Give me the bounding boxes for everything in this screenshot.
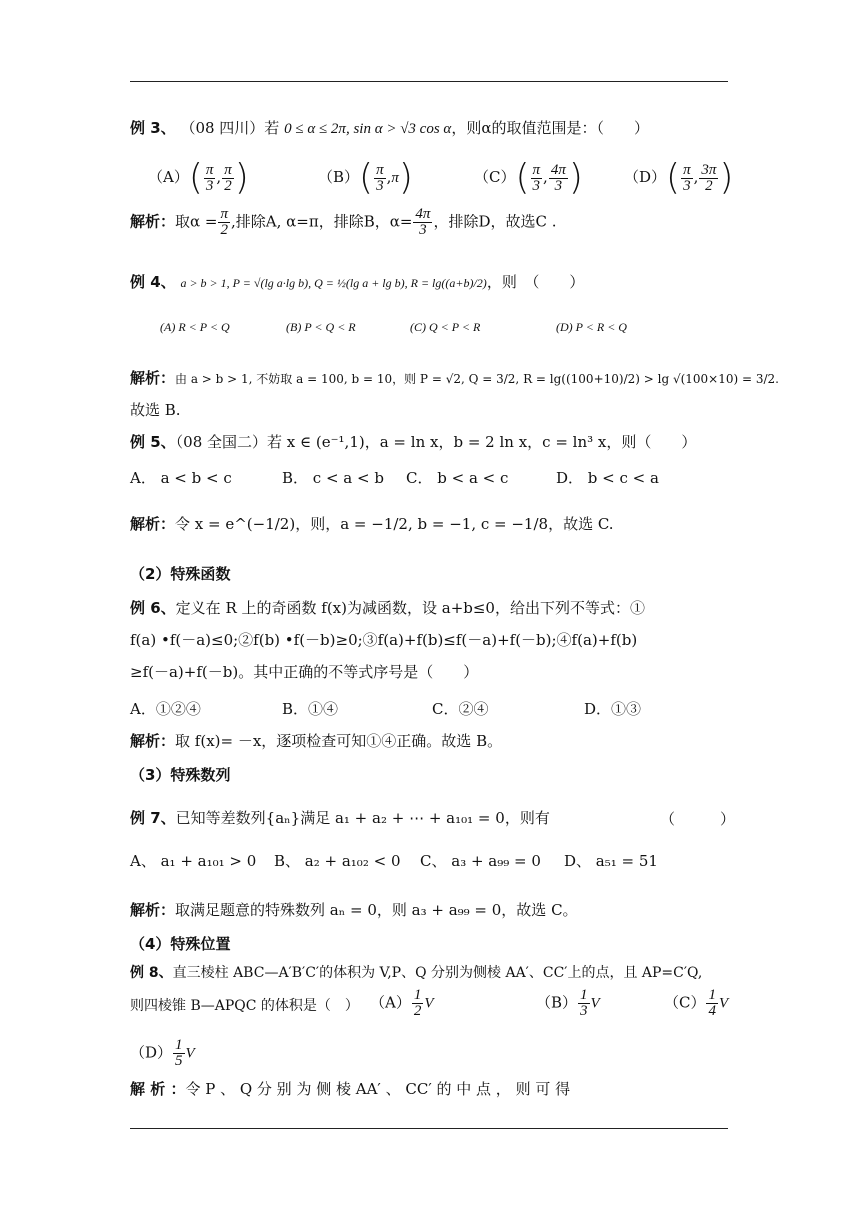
ex4-solution-end: 故选 B.	[130, 401, 181, 419]
ex8-option-a: （A） $\frac{1}{2}$ V	[370, 987, 434, 1019]
ex7-question: 例 7、已知等差数列{aₙ}满足 a₁ + a₂ + ⋯ + a₁₀₁ = 0，则有	[130, 809, 550, 827]
ex4-condition: a > b > 1, P = √(lg a·lg b), Q = ½(lg a + lg b), R = lg((a+b)/2)	[180, 276, 487, 290]
ex3-label: 例 3、	[130, 119, 176, 137]
ex6-line-1: 例 6、定义在 R 上的奇函数 f(x)为减函数，设 a+b≤0，给出下列不等式：①	[130, 599, 645, 617]
ex5-option-a: A． a < b < c	[130, 469, 232, 487]
ex6-solution: 解析：取 f(x)= －x，逐项检查可知①④正确。故选 B。	[130, 732, 503, 750]
ex7-option-c: C、 a₃ + a₉₉ = 0	[420, 852, 541, 870]
section-heading-special-sequence: （3）特殊数列	[130, 766, 231, 784]
ex5-option-c: C． b < a < c	[406, 469, 509, 487]
ex8-option-d: （D） $\frac{1}{5}$ V	[130, 1037, 195, 1069]
ex7-blank: （ ）	[660, 810, 736, 828]
ex6-line-2: f(a) •f(－a)≤0;②f(b) •f(－b)≥0;③f(a)+f(b)≤f(－a)+f(－b);④f(a)+f(b)	[130, 631, 638, 649]
bottom-rule	[130, 1128, 728, 1129]
ex7-option-d: D、 a₅₁ = 51	[564, 852, 658, 870]
ex4-option-d: (D) P < R < Q	[556, 320, 627, 334]
ex5-option-d: D． b < c < a	[556, 469, 659, 487]
ex6-option-d: D．①③	[584, 700, 642, 718]
ex4-question: 例 4、 a > b > 1, P = √(lg a·lg b), Q = ½(lg a + lg b), R = lg((a+b)/2)，则 （ ）	[130, 273, 585, 291]
ex4-option-b: (B) P < Q < R	[286, 320, 356, 334]
ex7-solution: 解析：取满足题意的特殊数列 aₙ = 0，则 a₃ + a₉₉ = 0，故选 C。	[130, 901, 578, 919]
ex3-condition: 0 ≤ α ≤ 2π, sin α > √3 cos α	[284, 121, 452, 137]
ex8-option-b: （B） $\frac{1}{3}$ V	[536, 987, 600, 1019]
ex5-solution: 解析：令 x = e^(−1/2)，则，a = −1/2, b = −1, c = −1/8，故选 C.	[130, 515, 614, 533]
ex6-line-3: ≥f(－a)+f(－b)。其中正确的不等式序号是（ ）	[130, 663, 479, 681]
ex7-option-a: A、 a₁ + a₁₀₁ > 0	[130, 852, 257, 870]
top-rule	[130, 81, 728, 82]
ex4-option-a: (A) R < P < Q	[160, 320, 230, 334]
ex7-option-b: B、 a₂ + a₁₀₂ < 0	[274, 852, 401, 870]
ex6-option-c: C．②④	[432, 700, 489, 718]
ex8-solution: 解 析 ：令 P 、 Q 分 别 为 侧 棱 AA′ 、 CC′ 的 中 点 ， 则 可 得	[130, 1080, 571, 1098]
ex6-option-a: A．①②④	[130, 700, 201, 718]
ex4-option-c: (C) Q < P < R	[410, 320, 481, 334]
ex5-question: 例 5、（08 全国二）若 x ∈ (e⁻¹,1)，a = ln x，b = 2 ln x，c = ln³ x，则（ ）	[130, 433, 697, 451]
ex3-option-d: （D）( $\frac{\pi}{3}$ , $\frac{3\pi}{2}$ )	[624, 157, 734, 198]
ex4-solution: 解析：由 a > b > 1, 不妨取 a = 100, b = 10，则 P = √2, Q = 3/2, R = lg((100+10)/2) > lg √(100×10) = 3/2.	[130, 369, 780, 387]
ex8-line-2: 则四棱锥 B—APQC 的体积是（ ）	[130, 998, 359, 1014]
ex3-source: （08 四川）若	[180, 119, 280, 137]
ex5-option-b: B． c < a < b	[282, 469, 384, 487]
section-heading-special-position: （4）特殊位置	[130, 935, 231, 953]
ex3-option-a: （A）( $\frac{\pi}{3}$ , $\frac{\pi}{2}$ )	[148, 157, 249, 198]
section-heading-special-function: （2）特殊函数	[130, 565, 231, 583]
ex6-option-b: B．①④	[282, 700, 339, 718]
ex3-question	[130, 118, 649, 139]
ex3-ask: ，则α的取值范围是：（ ）	[451, 119, 649, 137]
ex3-solution: 解析：取α = $\frac{\pi}{2}$ ,排除A, α=π，排除B，α= $\frac{4\pi}{3}$ ，排除D，故选C .	[130, 206, 557, 238]
ex8-line-1: 例 8、直三棱柱 ABC—A′B′C′的体积为 V,P、Q 分别为侧棱 AA′、CC′上的点，且 AP=C′Q,	[130, 965, 703, 981]
ex8-option-c: （C） $\frac{1}{4}$ V	[664, 987, 729, 1019]
ex3-option-b: （B）( $\frac{\pi}{3}$ ,π)	[318, 157, 413, 198]
ex3-option-c: （C）( $\frac{\pi}{3}$ , $\frac{4\pi}{3}$ )	[474, 157, 583, 198]
